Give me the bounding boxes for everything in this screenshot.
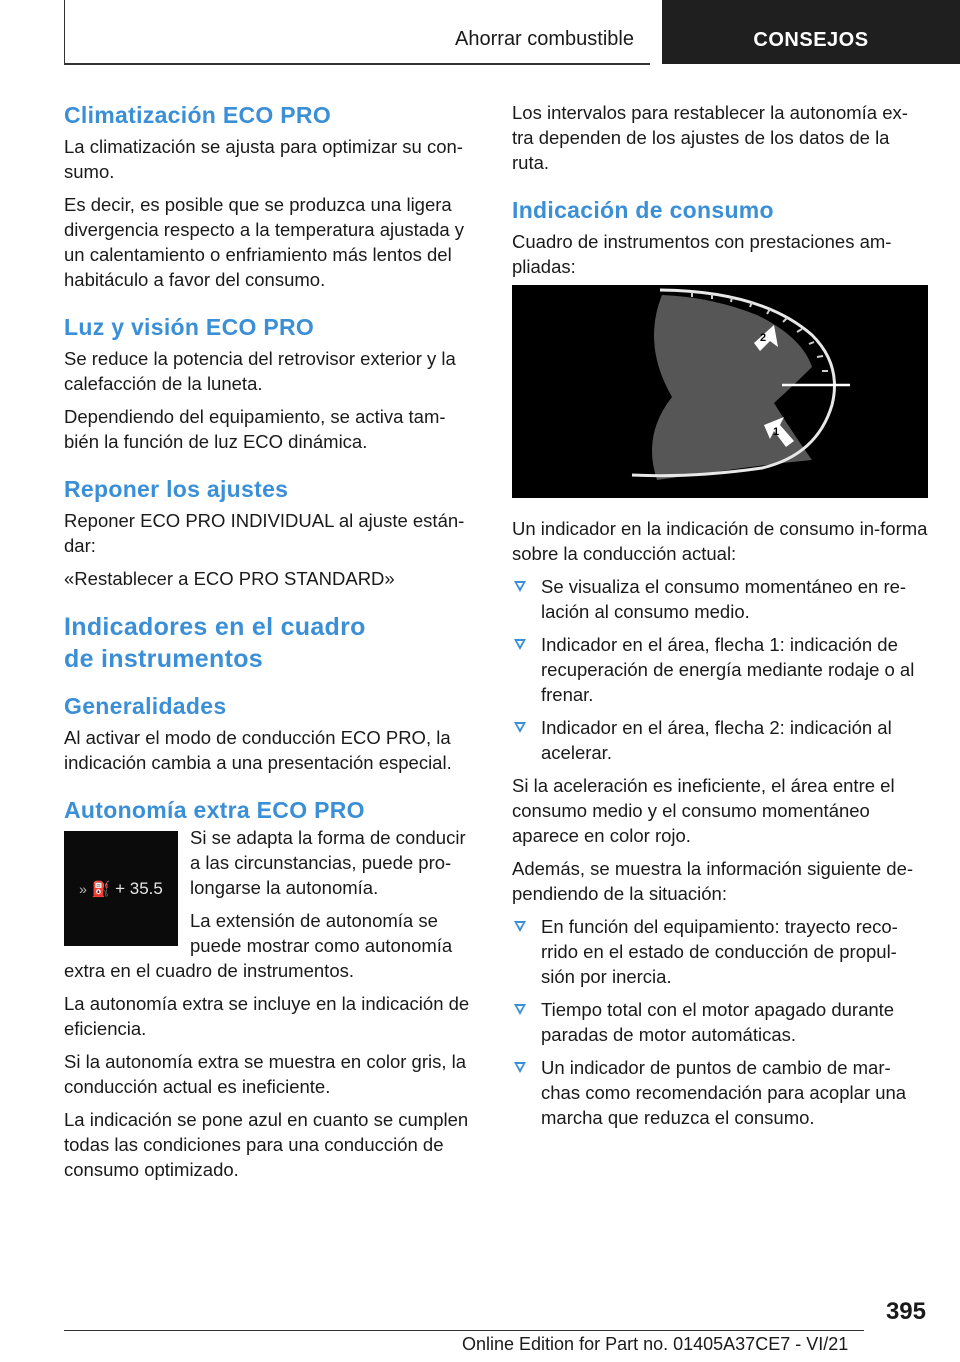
arrow-2-label: 2	[760, 332, 767, 344]
page-number: 395	[885, 1298, 926, 1325]
paragraph: La extensión de autonomía se puede mostrar como autonomía extra en el cuadro de instrumentos.	[64, 910, 453, 981]
section-tab: CONSEJOS	[662, 0, 960, 64]
triangle-bullet-icon	[514, 1004, 526, 1015]
chapter-title: Ahorrar combustible	[455, 28, 634, 50]
heading-line: de instrumentos	[64, 645, 263, 673]
consumption-area-shape	[652, 295, 812, 480]
triangle-bullet-icon	[514, 581, 526, 592]
right-column	[512, 100, 928, 1130]
paragraph: Si la autonomía extra se muestra en color gris, la conducción actual es ineficiente.	[64, 1051, 467, 1097]
paragraph: Si se adapta la forma de conducir a las circunstancias, puede pro-longarse la autonomía.	[190, 827, 466, 898]
heading-line: Indicadores en el cuadro	[64, 613, 366, 641]
bullet-list-1	[512, 574, 928, 765]
paragraph: Es decir, es posible que se produzca una ligera divergencia respecto a la temperatura ajustada y un calentamiento o enfriamiento más lentos del habitáculo a favor del consumo.	[64, 194, 465, 290]
heading-indicacion-consumo: Indicación de consumo	[512, 197, 774, 223]
paragraph: La climatización se ajusta para optimizar su con-sumo.	[64, 136, 463, 182]
paragraph: Al activar el modo de conducción ECO PRO, la indicación cambia a una presentación especial.	[64, 727, 452, 773]
paragraph: Un indicador en la indicación de consumo in-forma sobre la conducción actual:	[512, 518, 928, 564]
fuel-pump-icon: ⛽	[91, 881, 111, 898]
triangle-bullet-icon	[514, 639, 526, 650]
header-rule	[64, 63, 650, 65]
list-item: Indicador en el área, flecha 2: indicación al acelerar.	[512, 715, 928, 765]
paragraph: «Restablecer a ECO PRO STANDARD»	[64, 568, 395, 589]
paragraph: Dependiendo del equipamiento, se activa tam-bién la función de luz ECO dinámica.	[64, 406, 446, 452]
heading-generalidades: Generalidades	[64, 693, 227, 719]
eco-range-display-image	[64, 831, 178, 946]
heading-climatizacion: Climatización ECO PRO	[64, 102, 332, 128]
list-item: Tiempo total con el motor apagado durante paradas de motor automáticas.	[512, 997, 928, 1047]
paragraph: Si la aceleración es ineficiente, el área entre el consumo medio y el consumo momentáneo aparece en color rojo.	[512, 775, 895, 846]
triangle-bullet-icon	[514, 1062, 526, 1073]
heading-reponer: Reponer los ajustes	[64, 476, 289, 502]
heading-luz-vision: Luz y visión ECO PRO	[64, 314, 315, 340]
paragraph: La indicación se pone azul en cuanto se cumplen todas las condiciones para una conducción de consumo optimizado.	[64, 1109, 469, 1180]
footer-edition: Online Edition for Part no. 01405A37CE7 - VI/21	[462, 1334, 849, 1354]
list-item: En función del equipamiento: trayecto reco-rrido en el estado de conducción de propul-sión por inercia.	[512, 914, 928, 989]
eco-arrows-icon: »	[79, 881, 87, 897]
bullet-list-2	[512, 914, 928, 1130]
heading-indicadores	[64, 611, 480, 675]
header-left-rule	[64, 0, 65, 64]
paragraph: Cuadro de instrumentos con prestaciones am-pliadas:	[512, 231, 892, 277]
triangle-bullet-icon	[514, 921, 526, 932]
triangle-bullet-icon	[514, 722, 526, 733]
eco-range-value: + 35.5	[115, 879, 163, 898]
arrow-1-label: 1	[773, 426, 780, 438]
paragraph: La autonomía extra se incluye en la indicación de eficiencia.	[64, 993, 470, 1039]
list-item: Un indicador de puntos de cambio de mar-chas como recomendación para acoplar una marcha que reduzca el consumo.	[512, 1055, 928, 1130]
paragraph: Reponer ECO PRO INDIVIDUAL al ajuste están-dar:	[64, 510, 465, 556]
footer-rule	[64, 1330, 864, 1331]
paragraph: Además, se muestra la información siguiente de-pendiendo de la situación:	[512, 858, 914, 904]
instrument-cluster-image	[512, 285, 928, 498]
paragraph: Se reduce la potencia del retrovisor exterior y la calefacción de la luneta.	[64, 348, 456, 394]
list-item: Indicador en el área, flecha 1: indicación de recuperación de energía mediante rodaje o al frenar.	[512, 632, 928, 707]
list-item: Se visualiza el consumo momentáneo en re-lación al consumo medio.	[512, 574, 928, 624]
left-column	[64, 100, 480, 1182]
paragraph: Los intervalos para restablecer la autonomía ex-tra dependen de los ajustes de los datos de la ruta.	[512, 102, 908, 173]
heading-autonomia: Autonomía extra ECO PRO	[64, 797, 365, 823]
